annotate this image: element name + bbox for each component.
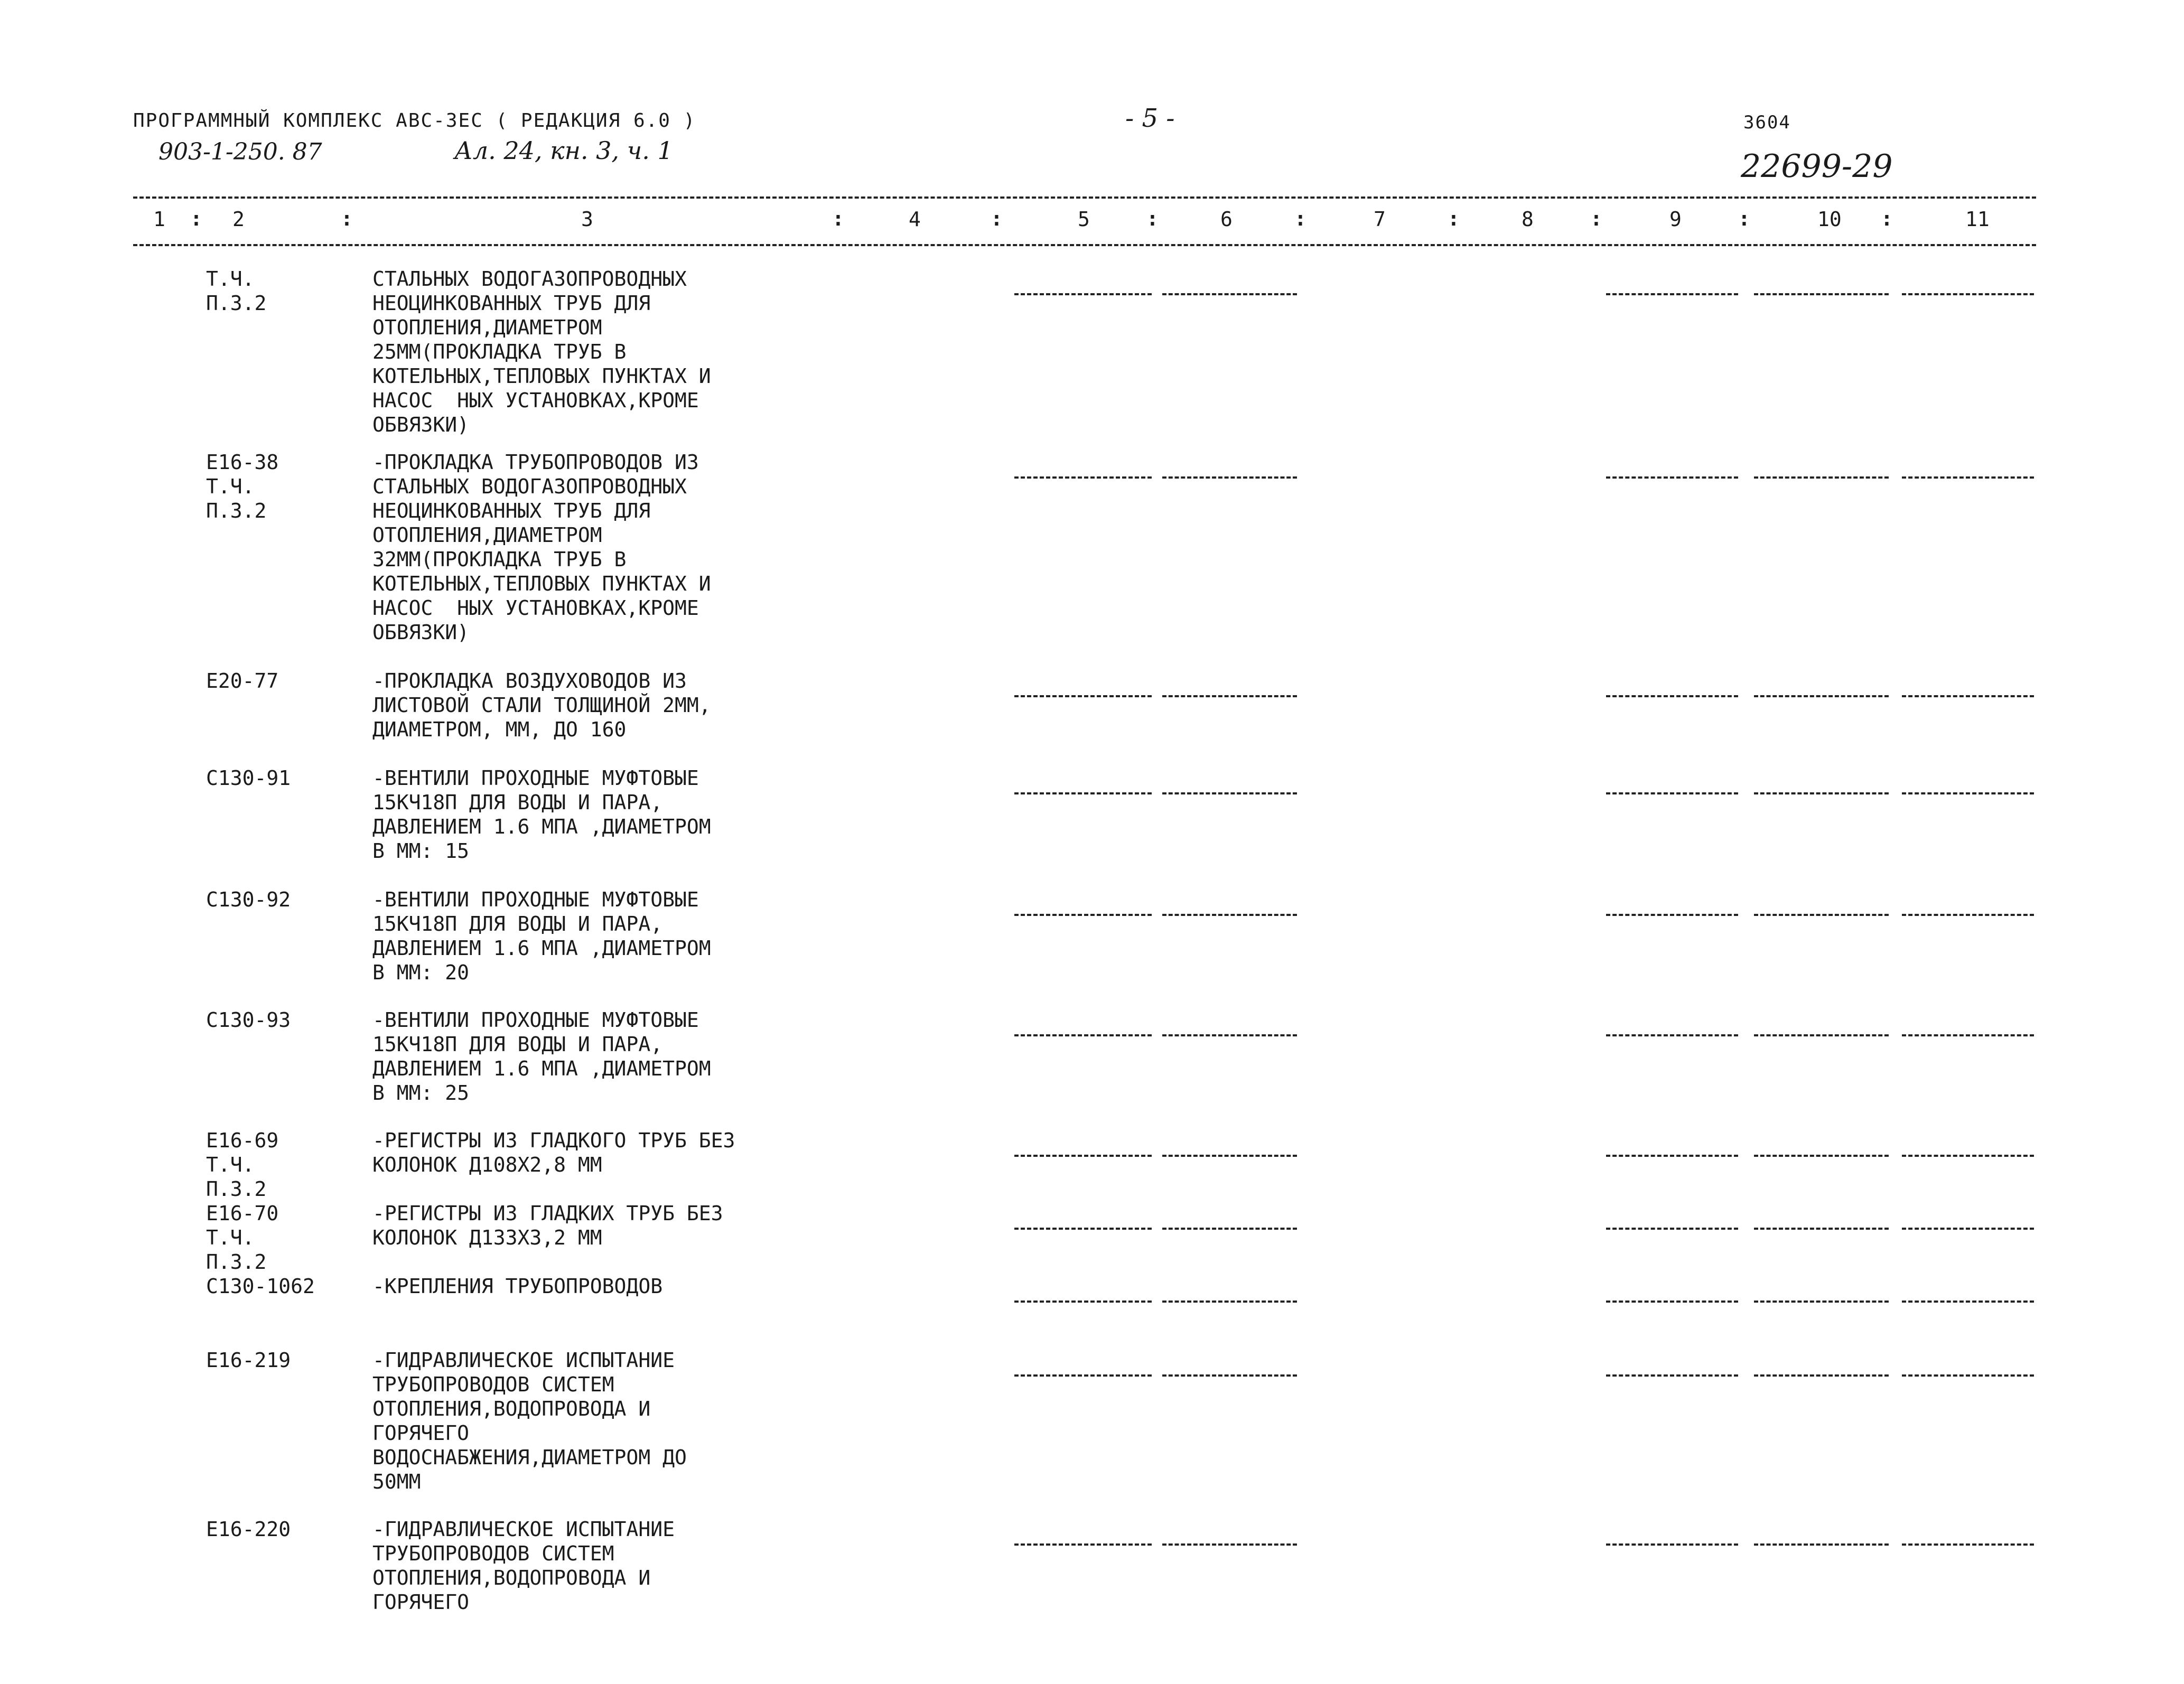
work-description: -ВЕНТИЛИ ПРОХОДНЫЕ МУФТОВЫЕ — [372, 1008, 699, 1032]
cell-divider — [1162, 914, 1297, 916]
work-description: КОТЕЛЬНЫХ,ТЕПЛОВЫХ ПУНКТАХ И — [372, 572, 711, 595]
column-header-6: 6 — [1220, 208, 1233, 231]
work-description: ДАВЛЕНИЕМ 1.6 МПА ,ДИАМЕТРОМ — [372, 1057, 711, 1080]
cell-divider — [1014, 792, 1152, 794]
cell-divider — [1902, 792, 2034, 794]
column-separator: : — [1146, 207, 1159, 230]
cell-divider — [1162, 1301, 1297, 1303]
cell-divider — [1606, 1155, 1738, 1157]
work-description: -КРЕПЛЕНИЯ ТРУБОПРОВОДОВ — [372, 1275, 663, 1298]
program-title: ПРОГРАММНЫЙ КОМПЛЕКС АВС-ЗЕС ( РЕДАКЦИЯ 6.0 ) — [133, 110, 696, 132]
work-description: ДАВЛЕНИЕМ 1.6 МПА ,ДИАМЕТРОМ — [372, 815, 711, 838]
work-description: -РЕГИСТРЫ ИЗ ГЛАДКОГО ТРУБ БЕЗ — [372, 1129, 735, 1152]
cell-divider — [1014, 1228, 1152, 1230]
work-description: ВОДОСНАБЖЕНИЯ,ДИАМЕТРОМ ДО — [372, 1446, 687, 1469]
work-description: 32ММ(ПРОКЛАДКА ТРУБ В — [372, 548, 627, 571]
work-description: 25ММ(ПРОКЛАДКА ТРУБ В — [372, 340, 627, 363]
cell-divider — [1162, 1034, 1297, 1036]
column-header-10: 10 — [1817, 208, 1842, 231]
cell-divider — [1902, 1155, 2034, 1157]
column-separator: : — [1294, 207, 1306, 230]
cell-divider — [1754, 695, 1889, 697]
work-description: ОТОПЛЕНИЯ,ДИАМЕТРОМ — [372, 523, 602, 547]
work-description: ОТОПЛЕНИЯ,ВОДОПРОВОДА И — [372, 1397, 651, 1420]
work-description: НЕОЦИНКОВАННЫХ ТРУБ ДЛЯ — [372, 292, 651, 315]
work-description: ОБВЯЗКИ) — [372, 413, 470, 436]
work-description: -ГИДРАВЛИЧЕСКОЕ ИСПЫТАНИЕ — [372, 1349, 675, 1372]
work-description: -ВЕНТИЛИ ПРОХОДНЫЕ МУФТОВЫЕ — [372, 888, 699, 911]
inventory-number: 22699-29 — [1741, 148, 1893, 185]
cell-divider — [1902, 1034, 2034, 1036]
column-header-2: 2 — [232, 208, 245, 231]
cell-divider — [1606, 914, 1738, 916]
norm-code: Е16-219 — [206, 1349, 291, 1372]
work-description: В ММ: 15 — [372, 839, 470, 863]
norm-code: С130-91 — [206, 766, 291, 790]
work-description: ТРУБОПРОВОДОВ СИСТЕМ — [372, 1373, 614, 1396]
album-reference: Ал. 24, кн. 3, ч. 1 — [454, 136, 673, 165]
cell-divider — [1162, 1543, 1297, 1546]
column-separator: : — [832, 207, 844, 230]
column-header-5: 5 — [1078, 208, 1090, 231]
norm-code: П.3.2 — [206, 292, 267, 315]
column-header-9: 9 — [1669, 208, 1682, 231]
cell-divider — [1754, 293, 1889, 295]
cell-divider — [1754, 1228, 1889, 1230]
sheet-code: 3604 — [1743, 112, 1791, 133]
norm-code: Е16-70 — [206, 1202, 279, 1225]
work-description: НАСОС НЫХ УСТАНОВКАХ,КРОМЕ — [372, 596, 699, 620]
norm-code: П.3.2 — [206, 1250, 267, 1274]
cell-divider — [1902, 1228, 2034, 1230]
cell-divider — [1606, 293, 1738, 295]
cell-divider — [1014, 1034, 1152, 1036]
cell-divider — [1162, 792, 1297, 794]
cell-divider — [1754, 914, 1889, 916]
cell-divider — [1754, 476, 1889, 479]
work-description: -ПРОКЛАДКА ВОЗДУХОВОДОВ ИЗ — [372, 669, 687, 693]
norm-code: Т.Ч. — [206, 267, 255, 291]
column-separator: : — [190, 207, 202, 230]
work-description: НАСОС НЫХ УСТАНОВКАХ,КРОМЕ — [372, 389, 699, 412]
header-rule-bottom — [133, 244, 2036, 246]
cell-divider — [1014, 476, 1152, 479]
work-description: ОТОПЛЕНИЯ,ДИАМЕТРОМ — [372, 316, 602, 339]
cell-divider — [1754, 1155, 1889, 1157]
column-separator: : — [991, 207, 1003, 230]
norm-code: Т.Ч. — [206, 475, 255, 498]
cell-divider — [1754, 1543, 1889, 1546]
work-description: -ПРОКЛАДКА ТРУБОПРОВОДОВ ИЗ — [372, 451, 699, 474]
work-description: ДАВЛЕНИЕМ 1.6 МПА ,ДИАМЕТРОМ — [372, 937, 711, 960]
norm-code: С130-92 — [206, 888, 291, 911]
work-description: ОБВЯЗКИ) — [372, 621, 470, 644]
cell-divider — [1014, 1301, 1152, 1303]
work-description: 15КЧ18П ДЛЯ ВОДЫ И ПАРА, — [372, 791, 663, 814]
cell-divider — [1902, 1374, 2034, 1377]
cell-divider — [1014, 293, 1152, 295]
column-header-7: 7 — [1374, 208, 1386, 231]
cell-divider — [1606, 1301, 1738, 1303]
project-number: 903-1-250. 87 — [158, 138, 322, 165]
work-description: ТРУБОПРОВОДОВ СИСТЕМ — [372, 1542, 614, 1565]
cell-divider — [1162, 695, 1297, 697]
work-description: 50ММ — [372, 1470, 421, 1493]
cell-divider — [1754, 1301, 1889, 1303]
cell-divider — [1754, 1374, 1889, 1377]
cell-divider — [1902, 293, 2034, 295]
norm-code: С130-1062 — [206, 1275, 315, 1298]
cell-divider — [1902, 695, 2034, 697]
cell-divider — [1162, 293, 1297, 295]
column-separator: : — [1738, 207, 1750, 230]
cell-divider — [1162, 476, 1297, 479]
cell-divider — [1606, 792, 1738, 794]
cell-divider — [1162, 1374, 1297, 1377]
cell-divider — [1606, 1228, 1738, 1230]
work-description: В ММ: 20 — [372, 961, 470, 984]
work-description: ДИАМЕТРОМ, ММ, ДО 160 — [372, 718, 627, 741]
norm-code: Е16-220 — [206, 1518, 291, 1541]
cell-divider — [1754, 1034, 1889, 1036]
cell-divider — [1606, 1374, 1738, 1377]
norm-code: С130-93 — [206, 1008, 291, 1032]
work-description: СТАЛЬНЫХ ВОДОГАЗОПРОВОДНЫХ — [372, 475, 687, 498]
work-description: ОТОПЛЕНИЯ,ВОДОПРОВОДА И — [372, 1566, 651, 1589]
cell-divider — [1162, 1155, 1297, 1157]
work-description: ЛИСТОВОЙ СТАЛИ ТОЛЩИНОЙ 2ММ, — [372, 694, 711, 717]
norm-code: Е16-38 — [206, 451, 279, 474]
cell-divider — [1902, 476, 2034, 479]
work-description: -ВЕНТИЛИ ПРОХОДНЫЕ МУФТОВЫЕ — [372, 766, 699, 790]
norm-code: П.3.2 — [206, 499, 267, 522]
work-description: В ММ: 25 — [372, 1081, 470, 1105]
norm-code: Т.Ч. — [206, 1226, 255, 1249]
cell-divider — [1902, 1543, 2034, 1546]
column-header-11: 11 — [1965, 208, 1990, 231]
column-header-4: 4 — [909, 208, 921, 231]
cell-divider — [1606, 476, 1738, 479]
cell-divider — [1014, 914, 1152, 916]
work-description: ГОРЯЧЕГО — [372, 1591, 470, 1614]
work-description: КОЛОНОК Д108Х2,8 ММ — [372, 1153, 602, 1176]
column-separator: : — [1590, 207, 1602, 230]
work-description: СТАЛЬНЫХ ВОДОГАЗОПРОВОДНЫХ — [372, 267, 687, 291]
work-description: КОТЕЛЬНЫХ,ТЕПЛОВЫХ ПУНКТАХ И — [372, 364, 711, 388]
norm-code: Е20-77 — [206, 669, 279, 693]
cell-divider — [1606, 695, 1738, 697]
column-separator: : — [1448, 207, 1460, 230]
cell-divider — [1014, 695, 1152, 697]
column-header-1: 1 — [153, 208, 165, 231]
cell-divider — [1014, 1155, 1152, 1157]
header-rule-top — [133, 197, 2036, 199]
column-header-8: 8 — [1522, 208, 1534, 231]
norm-code: Т.Ч. — [206, 1153, 255, 1176]
cell-divider — [1902, 914, 2034, 916]
work-description: НЕОЦИНКОВАННЫХ ТРУБ ДЛЯ — [372, 499, 651, 522]
column-separator: : — [1881, 207, 1893, 230]
work-description: 15КЧ18П ДЛЯ ВОДЫ И ПАРА, — [372, 1033, 663, 1056]
cell-divider — [1902, 1301, 2034, 1303]
column-separator: : — [341, 207, 353, 230]
work-description: 15КЧ18П ДЛЯ ВОДЫ И ПАРА, — [372, 912, 663, 935]
cell-divider — [1606, 1543, 1738, 1546]
work-description: -РЕГИСТРЫ ИЗ ГЛАДКИХ ТРУБ БЕЗ — [372, 1202, 723, 1225]
column-header-3: 3 — [581, 208, 593, 231]
cell-divider — [1014, 1374, 1152, 1377]
cell-divider — [1014, 1543, 1152, 1546]
page-number: - 5 - — [1125, 104, 1175, 133]
norm-code: П.3.2 — [206, 1177, 267, 1201]
cell-divider — [1162, 1228, 1297, 1230]
cell-divider — [1606, 1034, 1738, 1036]
norm-code: Е16-69 — [206, 1129, 279, 1152]
work-description: -ГИДРАВЛИЧЕСКОЕ ИСПЫТАНИЕ — [372, 1518, 675, 1541]
cell-divider — [1754, 792, 1889, 794]
work-description: ГОРЯЧЕГО — [372, 1421, 470, 1445]
work-description: КОЛОНОК Д133Х3,2 ММ — [372, 1226, 602, 1249]
